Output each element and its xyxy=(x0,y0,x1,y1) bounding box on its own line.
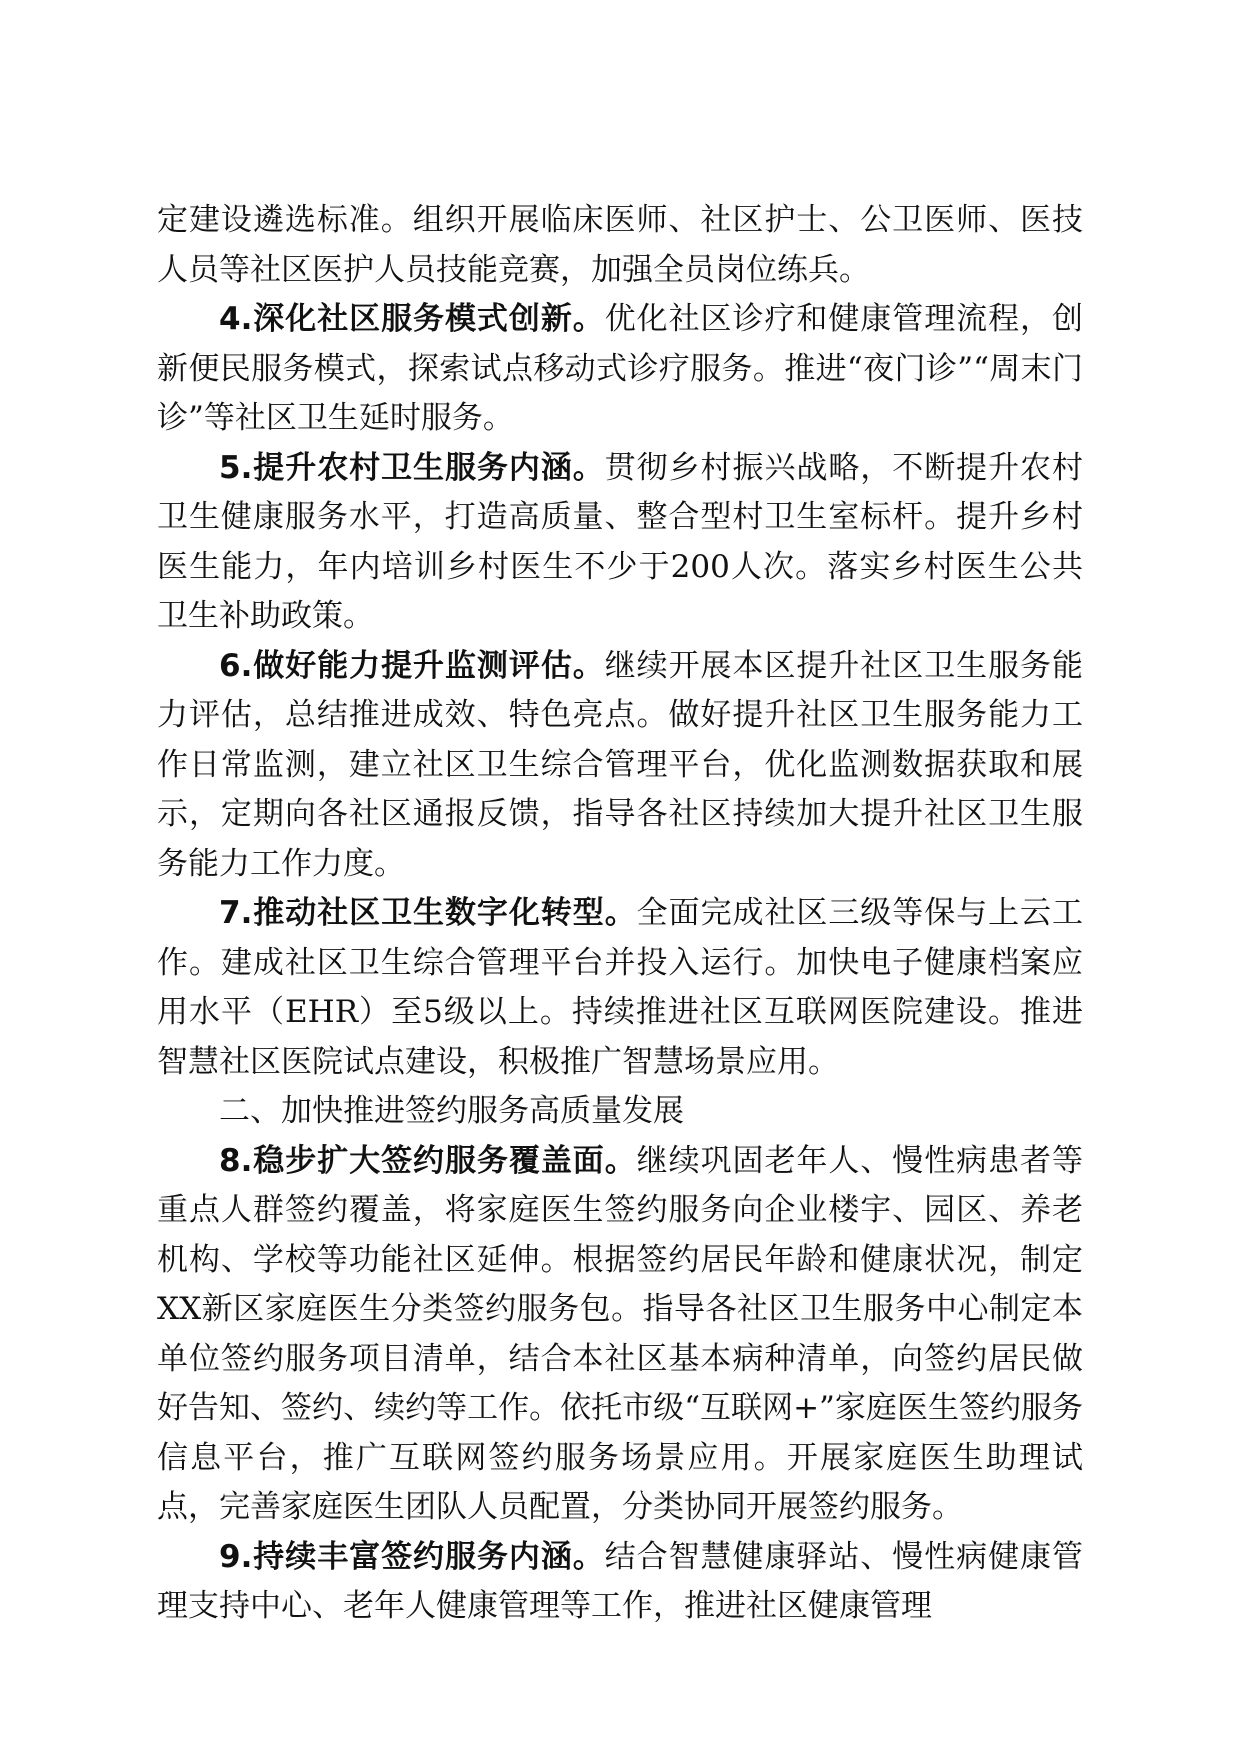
item-9-body: 结合智慧健康驿站、慢性病健康管理支持中心、老年人健康管理等工作，推进社区健康管理 xyxy=(157,1538,1083,1624)
item-6-body: 继续开展本区提升社区卫生服务能力评估，总结推进成效、特色亮点。做好提升社区卫生服务能力工作日常监测，建立社区卫生综合管理平台，优化监测数据获取和展示，定期向各社区通报反馈，指导各社区持续加大提升社区卫生服务能力工作力度。 xyxy=(157,647,1083,882)
item-5-body: 贯彻乡村振兴战略，不断提升农村卫生健康服务水平，打造高质量、整合型村卫生室标杆。提升乡村医生能力，年内培训乡村医生不少于200人次。落实乡村医生公共卫生补助政策。 xyxy=(157,449,1083,634)
item-4-body: 优化社区诊疗和健康管理流程，创新便民服务模式，探索试点移动式诊疗服务。推进“夜门诊”“周末门诊”等社区卫生延时服务。 xyxy=(157,301,1083,436)
item-8-lead: 8.稳步扩大签约服务覆盖面。 xyxy=(219,1142,637,1179)
item-6-lead: 6.做好能力提升监测评估。 xyxy=(219,647,605,684)
item-4-lead: 4.深化社区服务模式创新。 xyxy=(219,301,605,337)
intro-paragraph xyxy=(157,196,1083,295)
item-8-paragraph xyxy=(157,1137,1083,1533)
section-heading: 二、加快推进签约服务高质量发展 xyxy=(219,1093,684,1129)
item-8-body: 继续巩固老年人、慢性病患者等重点人群签约覆盖，将家庭医生签约服务向企业楼宇、园区、养老机构、学校等功能社区延伸。根据签约居民年龄和健康状况，制定XX新区家庭医生分类签约服务包。指导各社区卫生服务中心制定本单位签约服务项目清单，结合本社区基本病种清单，向签约居民做好告知、签约、续约等工作。依托市级“互联网+”家庭医生签约服务信息平台，推广互联网签约服务场景应用。开展家庭医生助理试点，完善家庭医生团队人员配置，分类协同开展签约服务。 xyxy=(157,1142,1083,1525)
item-7-body: 全面完成社区三级等保与上云工作。建成社区卫生综合管理平台并投入运行。加快电子健康档案应用水平（EHR）至5级以上。持续推进社区互联网医院建设。推进智慧社区医院试点建设，积极推广智慧场景应用。 xyxy=(157,895,1083,1080)
intro-text: 定建设遴选标准。组织开展临床医师、社区护士、公卫医师、医技人员等社区医护人员技能竞赛，加强全员岗位练兵。 xyxy=(157,202,1083,288)
item-4-paragraph xyxy=(157,295,1083,444)
item-5-lead: 5.提升农村卫生服务内涵。 xyxy=(219,449,605,486)
item-9-paragraph xyxy=(157,1533,1083,1632)
item-7-paragraph xyxy=(157,889,1083,1087)
item-6-paragraph xyxy=(157,642,1083,890)
item-5-paragraph xyxy=(157,444,1083,642)
item-7-lead: 7.推动社区卫生数字化转型。 xyxy=(219,895,637,931)
document-page xyxy=(157,196,1083,1632)
item-9-lead: 9.持续丰富签约服务内涵。 xyxy=(219,1538,605,1575)
